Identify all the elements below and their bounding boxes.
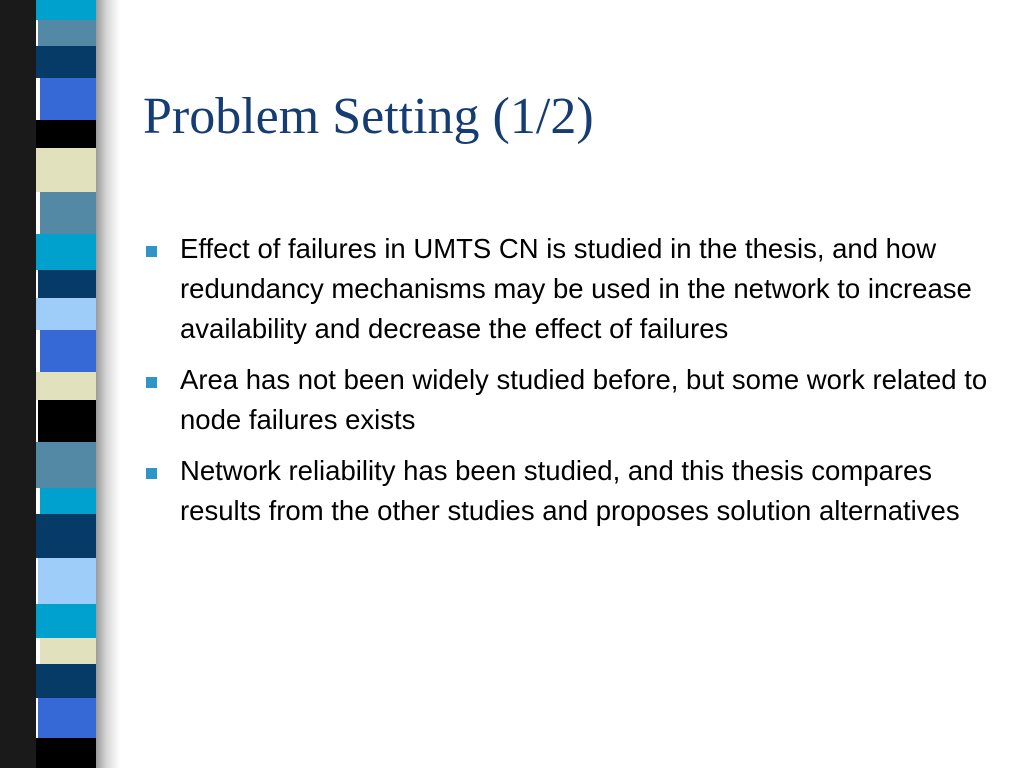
bullet-text: Network reliability has been studied, and this thesis compares results from the other studies and proposes solution alternatives — [180, 455, 960, 526]
bullet-item — [180, 451, 995, 531]
slide-title: Problem Setting (1/2) — [143, 88, 594, 145]
decorative-left-stripe — [0, 0, 120, 768]
stripe-pattern-icon — [0, 0, 120, 768]
bullet-item — [180, 360, 995, 440]
square-bullet-icon — [146, 377, 157, 388]
square-bullet-icon — [146, 468, 157, 479]
bullet-item — [180, 229, 995, 349]
square-bullet-icon — [146, 246, 157, 257]
bullet-text: Effect of failures in UMTS CN is studied in the thesis, and how redundancy mechanisms may be used in the network to increase availability and decrease the effect of failures — [180, 233, 972, 344]
bullet-list — [180, 229, 995, 542]
bullet-text: Area has not been widely studied before, but some work related to node failures exists — [180, 364, 988, 435]
